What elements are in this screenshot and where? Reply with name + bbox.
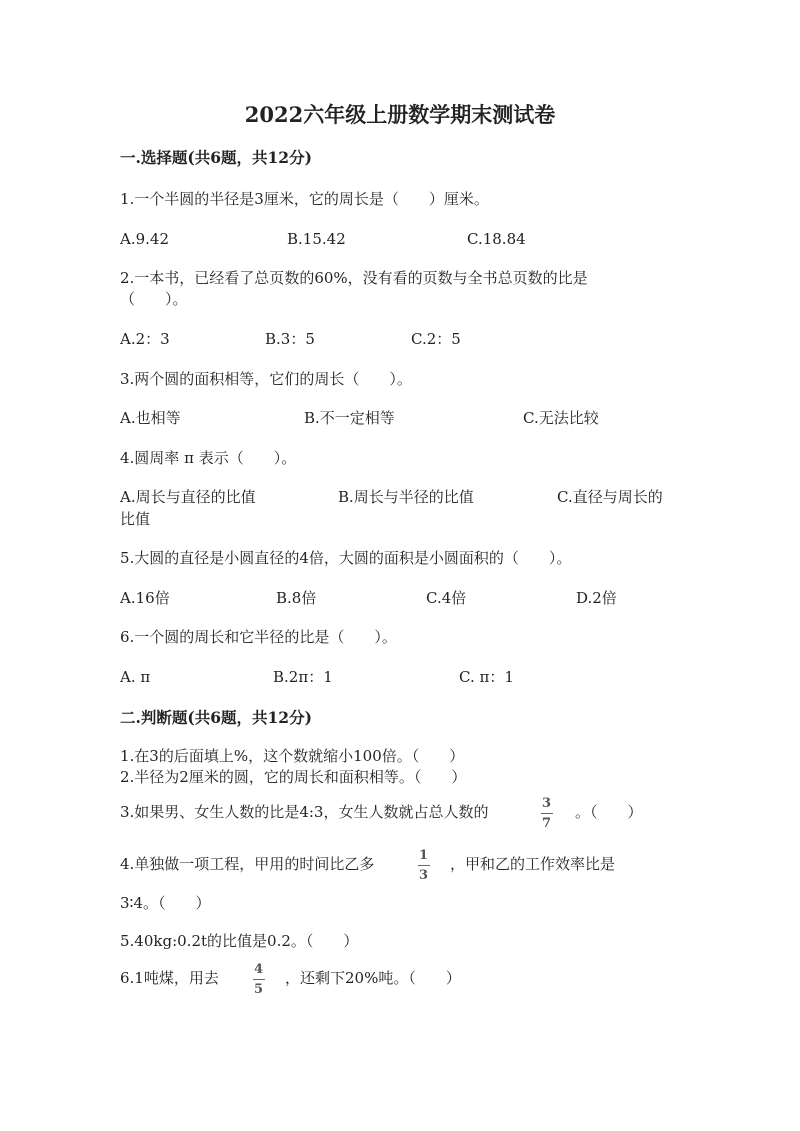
question-1-stem: 1.一个半圆的半径是3厘米，它的周长是（ ）厘米。 xyxy=(120,190,489,208)
judge-3-tail: 。（ ） xyxy=(575,803,643,821)
question-4-option-c-wrap: 比值 xyxy=(120,510,151,528)
question-4-option-a: A.周长与直径的比值 xyxy=(120,488,256,506)
question-4-stem: 4.圆周率 π 表示（ ）。 xyxy=(120,449,297,467)
fraction-bar xyxy=(541,813,553,814)
question-2-option-c: C.2：5 xyxy=(411,330,461,348)
judge-3-text: 3.如果男、女生人数的比是4:3，女生人数就占总人数的 xyxy=(120,803,489,821)
judge-3-fraction xyxy=(540,796,553,831)
question-3-option-b: B.不一定相等 xyxy=(304,409,395,427)
fraction-bar xyxy=(418,865,430,866)
question-5-option-c: C.4倍 xyxy=(426,589,467,607)
section-heading-judgement: 二.判断题(共6题，共12分) xyxy=(120,708,312,727)
question-6-option-b: B.2π：1 xyxy=(273,668,333,686)
fraction-denominator: 5 xyxy=(254,982,264,997)
judge-4-line2: 3∶4。（ ） xyxy=(120,894,211,912)
question-3-option-a: A.也相等 xyxy=(120,409,181,427)
section-heading-choice: 一.选择题(共6题，共12分) xyxy=(120,148,312,167)
question-6-option-c: C. π：1 xyxy=(459,668,514,686)
question-1-option-b: B.15.42 xyxy=(287,230,346,248)
fraction-numerator: 4 xyxy=(254,962,264,977)
question-2-option-a: A.2：3 xyxy=(120,330,170,348)
question-2-stem-line2: （ ）。 xyxy=(120,290,188,308)
judge-1: 1.在3的后面填上%，这个数就缩小100倍。（ ） xyxy=(120,747,465,765)
page-title: 2022六年级上册数学期末测试卷 xyxy=(244,102,556,127)
judge-4-fraction xyxy=(417,848,430,883)
question-3-stem: 3.两个圆的面积相等，它们的周长（ ）。 xyxy=(120,370,412,388)
question-6-stem: 6.一个圆的周长和它半径的比是（ ）。 xyxy=(120,628,397,646)
judge-2: 2.半径为2厘米的圆，它的周长和面积相等。（ ） xyxy=(120,768,467,786)
question-6-option-a: A. π xyxy=(120,668,151,686)
judge-4-text: 4.单独做一项工程，甲用的时间比乙多 xyxy=(120,855,375,873)
judge-6-tail: ，还剩下20%吨。（ ） xyxy=(285,969,461,987)
question-4-option-c: C.直径与周长的 xyxy=(557,488,663,506)
question-2-option-b: B.3：5 xyxy=(265,330,315,348)
judge-5: 5.40kg:0.2t的比值是0.2。（ ） xyxy=(120,932,359,950)
question-5-option-a: A.16倍 xyxy=(120,589,170,607)
question-5-stem: 5.大圆的直径是小圆直径的4倍，大圆的面积是小圆面积的（ ）。 xyxy=(120,549,572,567)
fraction-numerator: 1 xyxy=(419,848,429,863)
judge-6-fraction xyxy=(252,962,265,997)
question-5-option-d: D.2倍 xyxy=(576,589,617,607)
fraction-denominator: 7 xyxy=(542,816,552,831)
fraction-denominator: 3 xyxy=(419,868,429,883)
judge-6-text: 6.1吨煤，用去 xyxy=(120,969,219,987)
fraction-numerator: 3 xyxy=(542,796,552,811)
question-5-option-b: B.8倍 xyxy=(276,589,317,607)
question-1-option-c: C.18.84 xyxy=(467,230,526,248)
question-4-option-b: B.周长与半径的比值 xyxy=(338,488,474,506)
question-2-stem-line1: 2.一本书，已经看了总页数的60%，没有看的页数与全书总页数的比是 xyxy=(120,269,588,287)
question-1-option-a: A.9.42 xyxy=(120,230,169,248)
fraction-bar xyxy=(253,979,265,980)
question-3-option-c: C.无法比较 xyxy=(523,409,599,427)
judge-4-tail: ，甲和乙的工作效率比是 xyxy=(450,855,616,873)
